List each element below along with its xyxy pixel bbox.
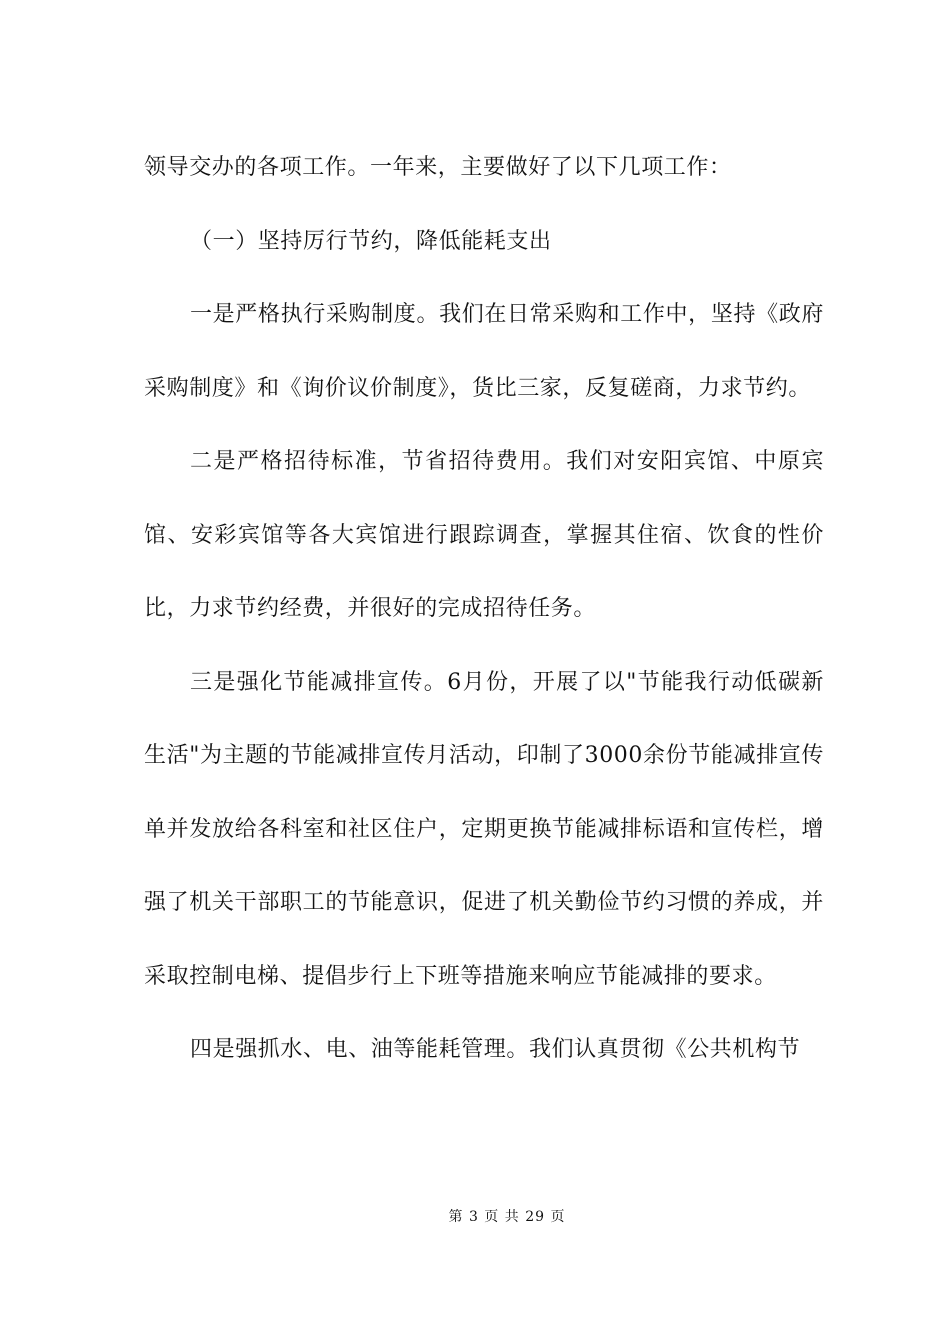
section-heading: （一）坚持厉行节约，降低能耗支出: [190, 228, 552, 254]
paragraph-reception: 二是严格招待标准，节省招待费用。我们对安阳宾馆、中原宾馆、安彩宾馆等各大宾馆进行跟踪调查，掌握其住宿、饮食的性价比，力求节约经费，并很好的完成招待任务。: [144, 449, 824, 621]
paragraph-1: 领导交办的各项工作。一年来，主要做好了以下几项工作：: [144, 155, 732, 180]
page-footer: [0, 1206, 950, 1226]
paragraph-procurement: 一是严格执行采购制度。我们在日常采购和工作中，坚持《政府采购制度》和《询价议价制度》，货比三家，反复磋商，力求节约。: [144, 302, 824, 401]
document-body: [144, 131, 824, 1087]
page-number: 第 3 页 共 29 页: [448, 1209, 566, 1225]
paragraph-energy-publicity: 三是强化节能减排宣传。6月份，开展了以"节能我行动低碳新生活"为主题的节能减排宣传月活动，印制了3000余份节能减排宣传单并发放给各科室和社区住户，定期更换节能减排标语和宣传栏，增强了机关干部职工的节能意识，促进了机关勤俭节约习惯的养成，并采取控制电梯、提倡步行上下班等措施来响应节能减排的要求。: [144, 669, 824, 989]
paragraph-energy-management: 四是强抓水、电、油等能耗管理。我们认真贯彻《公共机构节: [190, 1037, 801, 1062]
